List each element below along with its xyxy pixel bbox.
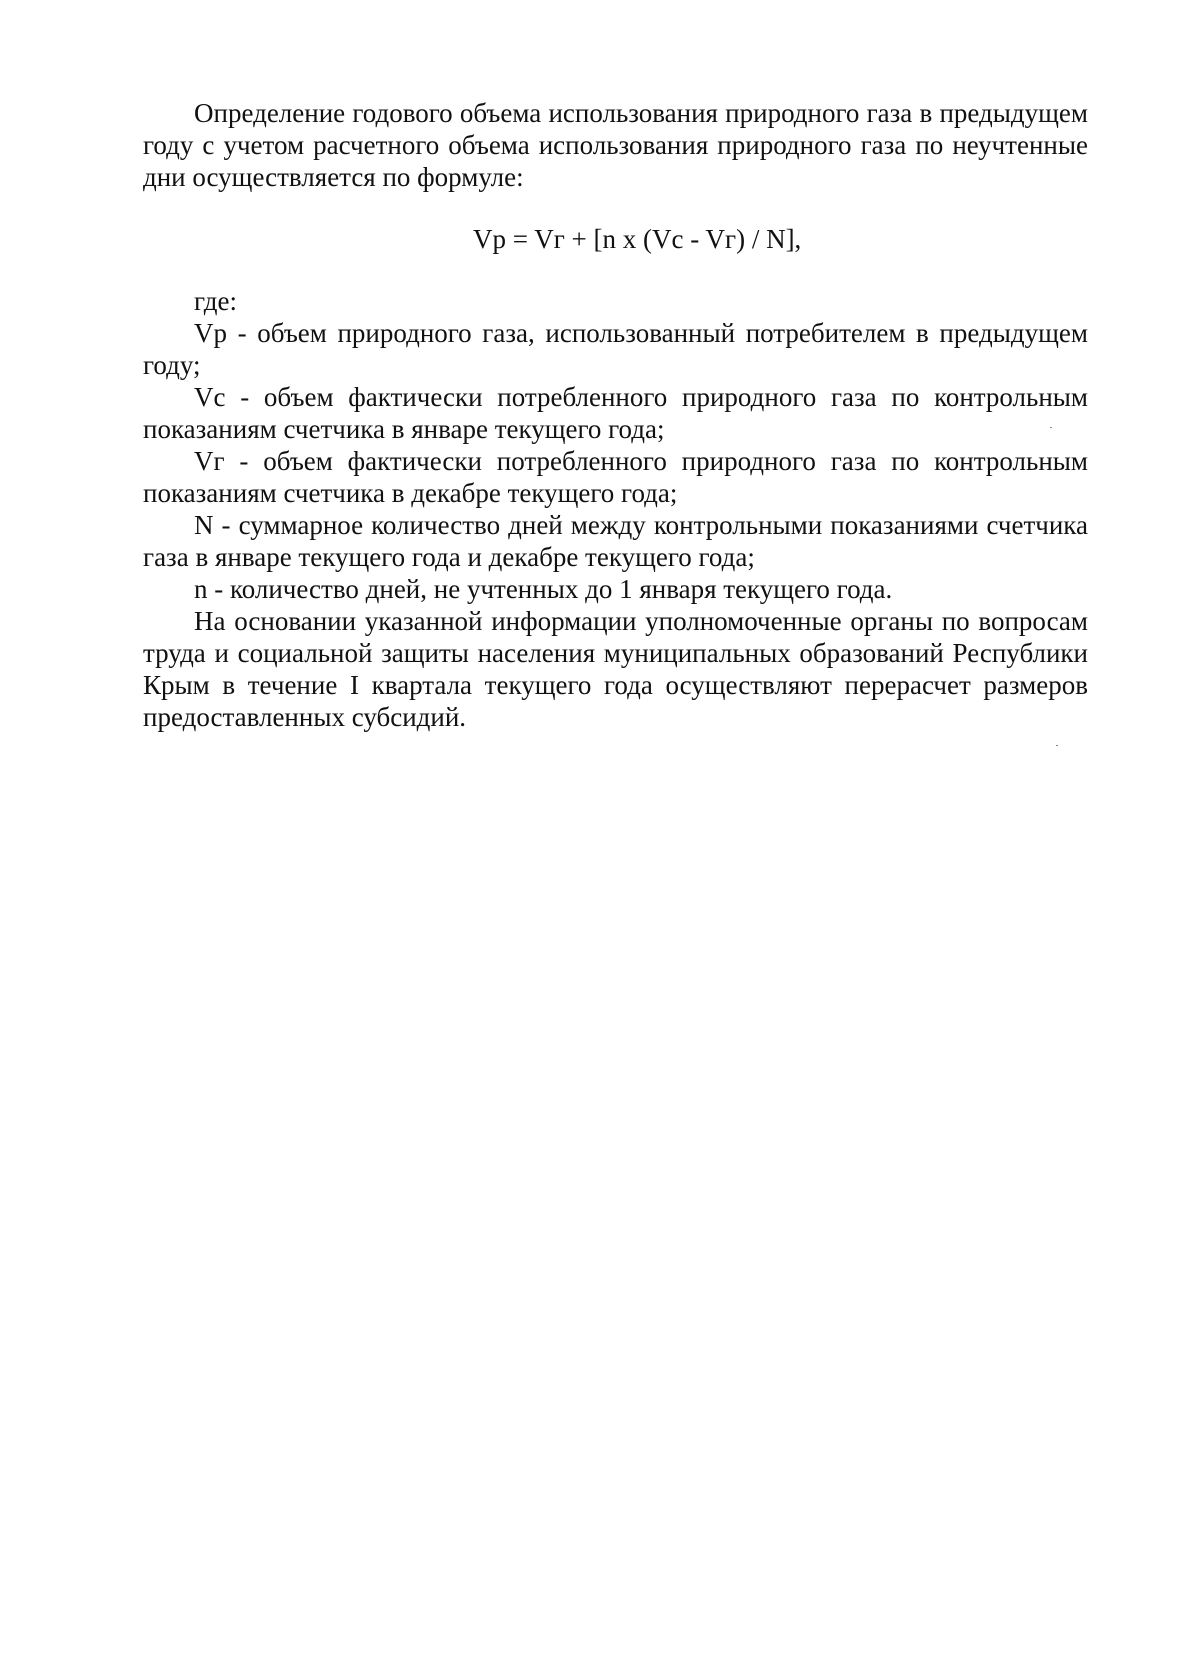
intro-paragraph: Определение годового объема использования природного газа в предыдущем году с учетом расчетного объема использования природного газа по неучтенные дни осуществляется по формуле: <box>143 98 1088 192</box>
scan-speck <box>1050 427 1052 428</box>
definition-vp: Vp - объем природного газа, использованный потребителем в предыдущем году; <box>143 318 1088 380</box>
where-label: где: <box>194 286 237 316</box>
scan-speck <box>1056 745 1058 746</box>
definition-n-total-days: N - суммарное количество дней между контрольными показаниями счетчика газа в январе текущего года и декабре текущего года; <box>143 510 1088 572</box>
definition-vc: Vc - объем фактически потребленного природного газа по контрольным показаниям счетчика в январе текущего года; <box>143 382 1088 444</box>
definition-n-unaccounted-days: n - количество дней, не учтенных до 1 января текущего года. <box>194 574 893 604</box>
definition-vg: Vг - объем фактически потребленного природного газа по контрольным показаниям счетчика в декабре текущего года; <box>143 446 1088 508</box>
closing-paragraph: На основании указанной информации уполномоченные органы по вопросам труда и социальной защиты населения муниципальных образований Республики Крым в течение I квартала текущего года осуществляют перерасчет размеров предоставленных субсидий. <box>143 606 1088 732</box>
formula: Vp = Vг + [n x (Vc - Vг) / N], <box>473 224 802 254</box>
document-body <box>143 97 1088 733</box>
